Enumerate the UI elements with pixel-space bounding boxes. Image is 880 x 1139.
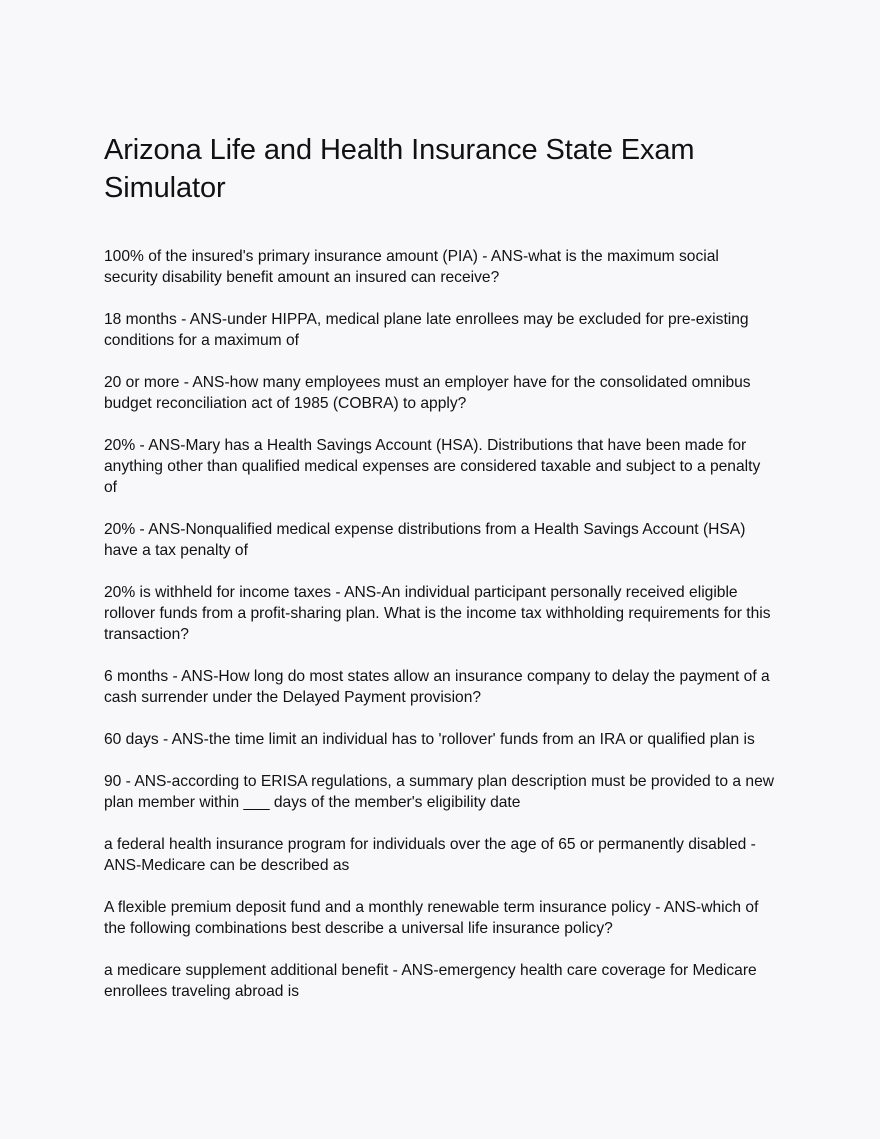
qa-list: [104, 246, 784, 1002]
qa-item: a medicare supplement additional benefit - ANS-emergency health care coverage for Medicare enrollees traveling abroad is: [104, 962, 757, 1000]
page-title: Arizona Life and Health Insurance State Exam Simulator: [104, 134, 695, 204]
qa-item: 20 or more - ANS-how many employees must an employer have for the consolidated omnibus budget reconciliation act of 1985 (COBRA) to apply?: [104, 374, 751, 412]
qa-item: 20% is withheld for income taxes - ANS-An individual participant personally received eligible rollover funds from a profit-sharing plan. What is the income tax withholding requirements for this transaction?: [104, 584, 771, 643]
qa-item: 6 months - ANS-How long do most states allow an insurance company to delay the payment of a cash surrender under the Delayed Payment provision?: [104, 668, 770, 706]
qa-item: A flexible premium deposit fund and a monthly renewable term insurance policy - ANS-which of the following combinations best describe a universal life insurance policy?: [104, 899, 759, 937]
qa-item: 20% - ANS-Mary has a Health Savings Account (HSA). Distributions that have been made for anything other than qualified medical expenses are considered taxable and subject to a penalty of: [104, 437, 761, 496]
qa-item: 20% - ANS-Nonqualified medical expense distributions from a Health Savings Account (HSA) have a tax penalty of: [104, 521, 746, 559]
qa-item: 100% of the insured's primary insurance amount (PIA) - ANS-what is the maximum social security disability benefit amount an insured can receive?: [104, 248, 719, 286]
qa-item: a federal health insurance program for individuals over the age of 65 or permanently disabled - ANS-Medicare can be described as: [104, 836, 756, 874]
qa-item: 90 - ANS-according to ERISA regulations, a summary plan description must be provided to a new plan member within ___ days of the member's eligibility date: [104, 773, 775, 811]
qa-item: 18 months - ANS-under HIPPA, medical plane late enrollees may be excluded for pre-existing conditions for a maximum of: [104, 311, 749, 349]
qa-item: 60 days - ANS-the time limit an individual has to 'rollover' funds from an IRA or qualified plan is: [104, 731, 755, 748]
